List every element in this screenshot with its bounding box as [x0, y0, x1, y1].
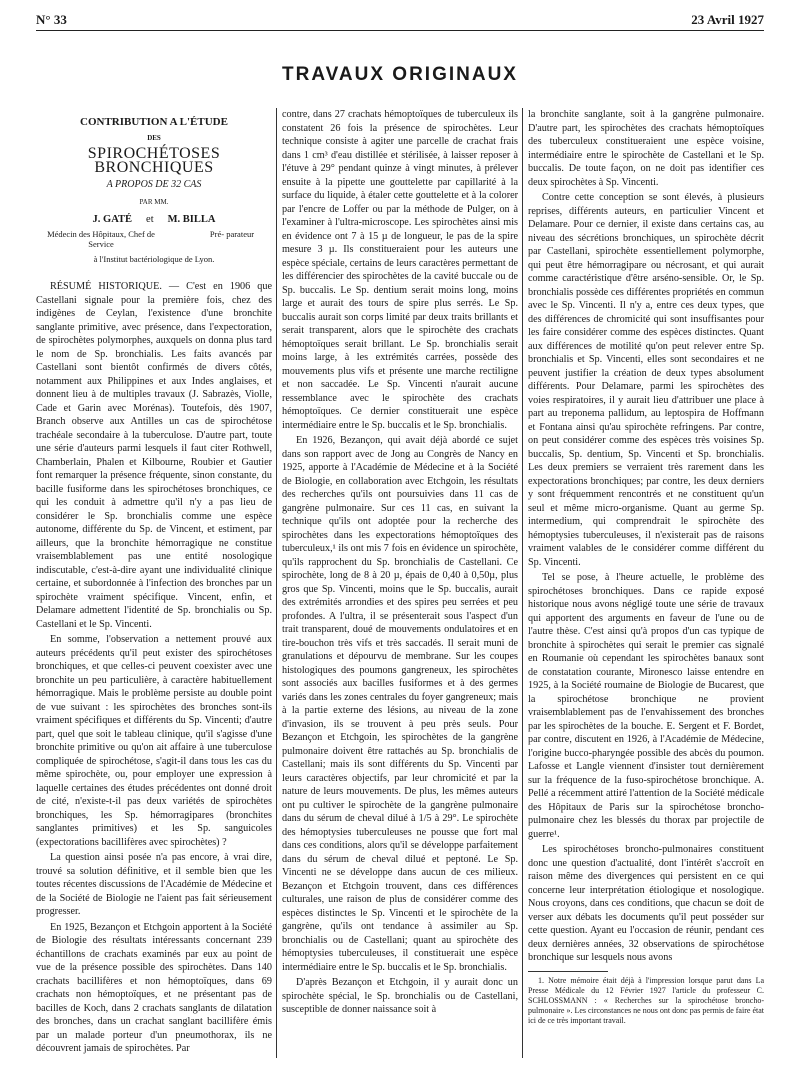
paragraph: contre, dans 27 crachats hémoptoïques de tuberculeux ils constatent 26 fois la présence de spirochètes. Leur technique consiste à agiter une parcelle de crachat frais dans 1 cm³ d'eau distillée et stérilisée, à laisser reposer à l'étuve à 29° pendant quinze à vingt minutes, à prélever ensuite à la pipette une gouttelette par capillarité à la surface du liquide, à étaler cette gouttelette et à la colorer par l'encre de Loffer ou par la méthode de Pulger, on à l'examiner à l'ultra-microscope. Les spirochètes ainsi mis en évidence ont 7 à 15 µ de longueur, le pas de la spire mesure 3 µ. Ils constitueraient pour les auteurs une espèce spéciale, certains de leurs caractères permettant de les différencier des spirochètes de la cavité buccale ou de Sp. buccalis. Le Sp. dentium serait moins long, moins large et aurait des tours de spire plus serrés. Le Sp. buccalis aurait son corps limité par deux traits brillants et serait transparent, alors que le spirochète des crachats hémoptoïques serait brillant. Le Sp. bronchialis serait moins large, à les extrémités carrées, possède des mouvements plus vifs et présente une marche rectiligne et non saccadée. Le Sp. Vincenti n'aurait aucune ressemblance avec le spirochète des crachats hémoptoïques. Ce dernier constituerait une espèce intermédiaire entre le Sp. buccalis et le Sp. bronchialis. — [282, 109, 518, 431]
paragraph: Les spirochétoses broncho-pulmonaires constituent donc une question d'actualité, dont l'intérêt s'accroît en raison même des divergences qui persistent en ce qui concerne leur interprétation étiologique et nosologique. Nous croyons, dans ces conditions, que chacun se doit de verser aux débats les documents qu'il peut posséder sur cette question. Ayant eu l'occasion de réunir, pendant ces deux dernières années, 32 observations de spirochétose bronchique sur lesquels nous avons — [528, 844, 764, 963]
authors-et: et — [146, 214, 154, 225]
paragraph: La question ainsi posée n'a pas encore, à vrai dire, trouvé sa solution définitive, et il semble bien que les toutes récentes discussions de l'Académie de Médecine et de la Société de Biologie ne l'aient pas fait sérieusement progresser. — [36, 852, 272, 917]
footnote-rule — [528, 971, 608, 972]
affiliation-1: Médecin des Hôpitaux, Chef de Service — [47, 228, 155, 249]
paragraph: RÉSUMÉ HISTORIQUE. — C'est en 1906 que Castellani signale pour la première fois, chez des indigènes de Ceylan, l'existence d'une bronchite sanglante primitive, avec présence, dans l'expectoration, de spirochètes polymorphes, auxquels on donna plus tard le nom de Sp. bronchialis. Les faits avancés par Castellani sont bientôt confirmés de divers côtés, notamment aux Philippines et aux Indes anglaises, et donnent lieu à de multiples travaux (J. Sabrazès, Violle, Cade et Garin avec Morénas). Toutefois, dès 1907, Branch observe aux Antilles un cas de spirochétose trachéale secondaire à la tuberculose. D'autre part, toute une série d'auteurs parmi lesquels il faut citer Rothwell, Chamberlain, Phalen et Kilbourne, Roubier et Gautier font remarquer la présence fréquente, sinon constante, du bacille fusiforme dans les spirochétoses bronchiques, ce qui les conduit à admettre qu'il n'y a pas lieu de considérer le Sp. bronchialis comme une espèce autonome, différente du Sp. de Vincent, et estiment, par ailleurs, que la bronchite hémorragique ne constitue vraisemblablement pas une entité nosologique indiscutable, c'est-à-dire ayant une individualité clinique certaine, et subordonnée à l'infection des bronches par un spirochète vraiment spécifique. Vincent, enfin, et Delamare admettent l'identité de Sp. bronchialis ou Sp. Castellani et le Sp. Vincenti. — [36, 281, 272, 630]
paragraph: Contre cette conception se sont élevés, à plusieurs reprises, différents auteurs, en particulier Vincent et Delamare. Pour ce dernier, il existe dans certains cas, au niveau des sécrétions bronchiques, un spirochète décrit par Castellani, spirochète essentiellement polymorphe, qui peut être hémorragipare ou nécrosant, et qui aurait comme caractéristique d'être arséno-sensible. Or, le Sp. bronchialis possède ces différentes propriétés en commun avec le Sp. Vincenti. Il n'y a, entre ces deux types, que des différences de chromicité qui sont insuffisantes pour les faire considérer comme des espèces distinctes. Quant aux différences de motilité qu'on peut relever entre Sp. bronchialis et Sp. Vincenti, elles sont secondaires et ne peuvent justifier la création de deux types absolument différents. Pour Delamare, parmi les spirochètes des voies respiratoires, il y aurait lieu d'attribuer une place à part au treponema pallidum, au leptospira de Hoffmann et Fontana ainsi qu'au spirochète refringens. Par contre, on peut considérer comme des espèces très voisines Sp. buccalis, Sp. dentium, Sp. Vincenti et Sp. bronchialis. Les deux premiers se verraient très rarement dans les expectorations bronchiques; par contre, les deux derniers y sont fréquemment rencontrés et ne constituent qu'un seul et même micro-organisme. Quant au germe Sp. intermedium, qui comprendrait le spirochète des hémoptysies tuberculeuses, il n'existerait pas de raisons vraiment valables de le considérer comme différent du Sp. Vincenti. — [528, 192, 764, 568]
paragraph: En somme, l'observation a nettement prouvé aux auteurs précédents qu'il peut exister des spirochétoses bronchiques, et que celles-ci peuvent coexister avec une bronchite un peu particulière, à caractère habituellement hémorragique. Mais le problème persiste au double point de vue suivant : les spirochètes des bronches sont-ils vraiment spécifiques et différents du Sp. Vincenti; d'autre part, quel que soit le tableau clinique, qu'il s'agisse d'une bronchite primitive ou qu'on ait affaire à une tuberculose compliquée de spirochétose, s'agit-il dans tous les cas du même spirochète, ou, pour employer une expression à laquelle certaines des études précédentes ont donné droit de cité, n'existe-t-il pas deux variétés de spirochètes bronchiques, les Sp. hémorragipares (bronchites sanglantes primitives) et les Sp. sanguicoles (expectorations bacillifères avec spirochètes) ? — [36, 634, 272, 848]
author-1: J. GATÉ — [92, 214, 133, 225]
affiliation-2: Pré- parateur — [209, 228, 255, 239]
column-3 — [528, 108, 764, 1026]
paragraph: D'après Bezançon et Etchgoin, il y aurait donc un spirochète spécial, le Sp. bronchialis ou de Castellani, susceptible de donner naissance soit à — [282, 977, 518, 1015]
affiliations — [46, 229, 262, 249]
column-divider — [522, 108, 523, 1058]
author-2: M. BILLA — [167, 214, 216, 225]
article-title: SPIROCHÉTOSES BRONCHIQUES — [87, 145, 221, 176]
issue-date: 23 Avril 1927 — [691, 12, 764, 27]
column-2 — [282, 108, 518, 1019]
article-par: PAR MM. — [139, 197, 169, 206]
header-rule — [36, 30, 764, 31]
column-divider — [276, 108, 277, 1058]
paragraph: En 1926, Bezançon, qui avait déjà abordé ce sujet dans son rapport avec de Jong au Congrès de Nancy en 1925, apporte à l'Académie de Médecine et à la Société de Biologie, en collaboration avec Etchgoin, les résultats des recherches qu'ils ont poursuivies dans 11 cas de gangrène pulmonaire. Sur ces 11 cas, en suivant la technique qu'ils ont adoptée pour la recherche des spirochètes dans les expectorations hémoptoïques des tuberculeux,¹ ils ont mis 7 fois en évidence un spirochète, qu'ils rapprochent du Sp. bronchialis de Castellani. Ce spirochète, long de 8 à 20 µ, épais de 0,40 à 0,50µ, plus gros que Sp. Vincenti, moins que le Sp. buccalis, aurait des extrémités arrondies et des spires peu serrées et peu profondes. A l'ultra, il se présenterait sous l'aspect d'un trait transparent, doué de mouvements ondulatoires et en tire-bouchon très vifs et très saccadés. Il serait muni de granulations et dépourvu de membrane. Sur les coupes histologiques des poumons gangreneux, les spirochètes sont associés aux bacilles fusiformes et à des germes variés dans les zones centrales du foyer gangreneux; mais à la partie externe des lésions, au niveau de la zone d'invasion, ils se trouvent à peu près seuls. Pour Bezançon et Etchgoin, les spirochètes de la gangrène pulmonaire doivent être rattachés au Sp. bronchialis de Castellani; mais ils sont différents du Sp. Vincenti par leurs caractères objectifs, par leur chromicité et par la nature de leurs mouvements. De plus, les mêmes auteurs ont pu cultiver le spirochète de la gangrène pulmonaire dans du sérum de cheval dilué à 1/5 à 29°. Le spirochète des hémoptysies tuberculeuses ne pousse que fort mal dans ces conditions, alors qu'il se développe parfaitement dans du sérum de cheval dilué et peptoné. Le Sp. Vincenti ne se développe dans aucun de ces milieux. Bezançon et Etchgoin trouvent, dans ces différences culturales, une raison de plus de considérer comme des espèces distinctes le Sp. Vincenti et le spirochète de la gangrène, qu'ils ont tendance à assimiler au Sp. bronchialis ou de Castellani; quant au spirochète des hémoptysies tuberculeuses, il constituerait une espèce intermédiaire entre le Sp. buccalis et le Sp. bronchialis. — [282, 435, 518, 973]
issue-number: N° 33 — [36, 12, 67, 27]
footnote: 1. Notre mémoire était déjà à l'impression lorsque parut dans La Presse Médicale du 12 Février 1927 l'article du professeur C. SCHLOSSMANN : « Recherches sur la spirochétose broncho-pulmonaire ». Les circonstances ne nous ont donc pas permis de faire état ici de ce très important travail. — [528, 975, 764, 1025]
page-header — [36, 4, 764, 28]
institute: à l'Institut bactériologique de Lyon. — [93, 253, 215, 264]
column-1 — [36, 108, 272, 1058]
article-des: DES — [147, 133, 161, 142]
paragraph: la bronchite sanglante, soit à la gangrène pulmonaire. D'autre part, les spirochètes des crachats hémoptoïques des tuberculeux constitueraient une espèce voisine, intermédiaire entre le spirochète de Castellani et le Sp. buccalis. De toute façon, on ne doit pas identifier ces deux spirochètes à Sp. Vincenti. — [528, 109, 764, 188]
section-rubric: TRAVAUX ORIGINAUX — [282, 64, 518, 85]
authors — [36, 213, 272, 227]
article-kicker: CONTRIBUTION A L'ÉTUDE — [80, 116, 228, 128]
paragraph: Tel se pose, à l'heure actuelle, le problème des spirochétoses bronchiques. Dans ce rapide exposé historique nous avons négligé toute une série de travaux qui apportent des arguments en faveur de l'une ou de l'autre thèse. C'est ainsi qu'à propos d'un cas typique de bronchite à spirochètes qui serait le premier cas signalé en Roumanie où cependant les spirochètes banaux sont de constatation courante, Mironesco laisse entendre en 1925, à la Société roumaine de Biologie de Bucarest, que la spirochétose bronchique ne provient vraisemblablement pas de l'envahissement des bronches par les spirochètes de la bouche. E. Sergent et F. Bordet, par contre, discutent en 1926, à l'Académie de Médecine, l'origine bucco-pharyngée possible des abcès du poumon. Lafosse et Langle viennent d'insister tout dernièrement sur la fréquence de la fuso-spirochétose bronchique. A. Pellé a récemment attiré l'attention de la Société médicale des Hôpitaux de Paris sur la spirochétose broncho-pulmonaire chez les blessés du thorax par projectile de guerre¹. — [528, 572, 764, 840]
article-subtitle: A PROPOS DE 32 CAS — [106, 179, 202, 190]
paragraph: En 1925, Bezançon et Etchgoin apportent à la Société de Biologie des résultats intéressants concernant 239 échantillons de crachats examinés par eux au point de vue de la présence possible des spirochètes. Dans 140 crachats bacillifères et non hémoptoïques, dans 69 crachats non hémoptoïques, et ne présentant pas de bacilles de Koch, dans 2 crachats sanglants de dilatation des bronches, dans un crachat sanglant bacillifère émis par un malade porteur d'un pneumothorax, ils ne découvrent jamais de spirochètes. Par — [36, 921, 272, 1054]
